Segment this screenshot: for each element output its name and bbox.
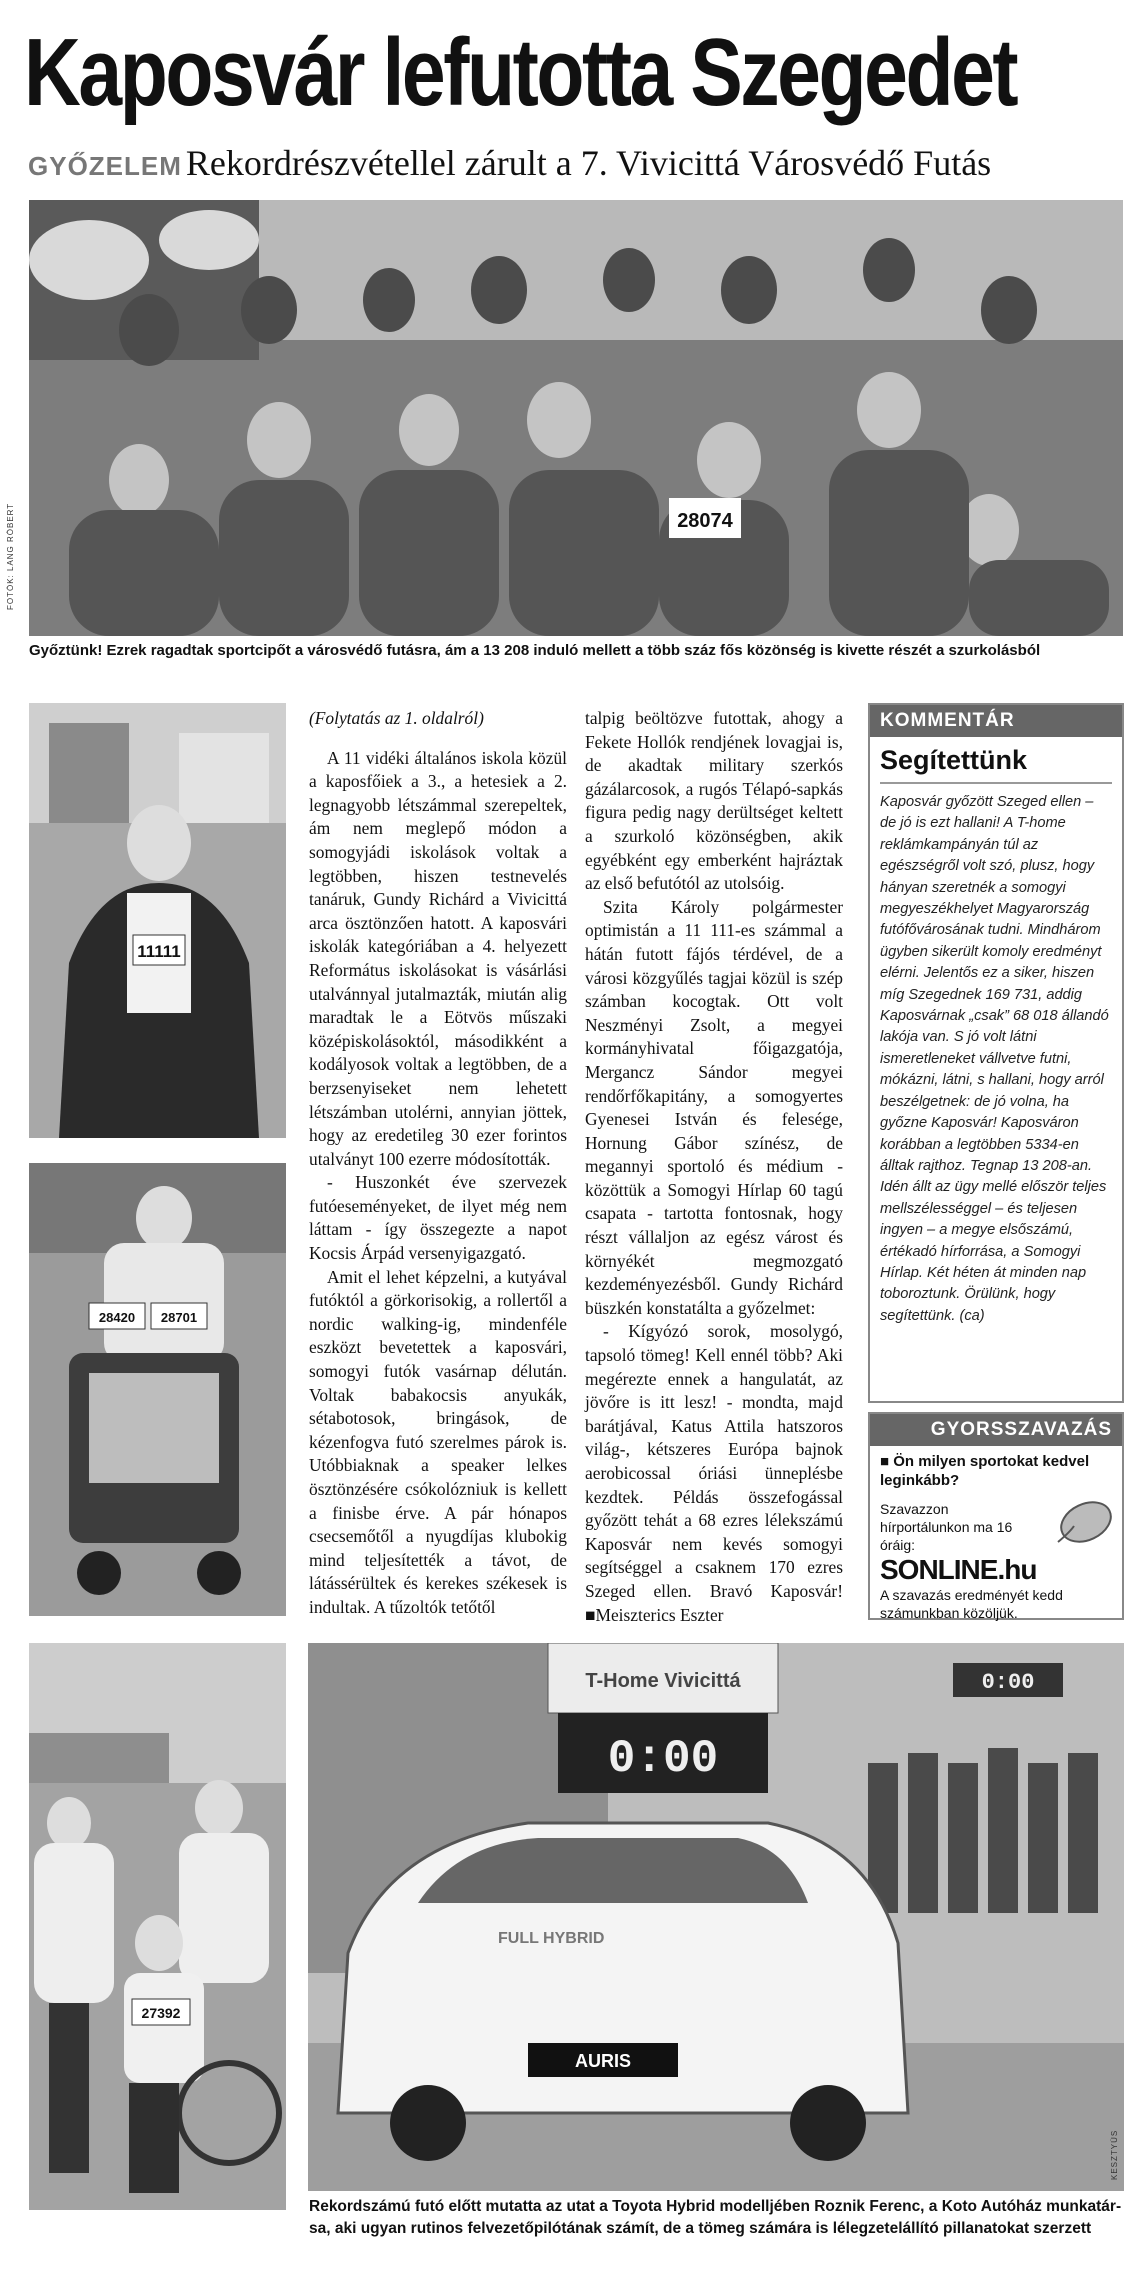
bottom-photo-pace-car [308,1643,1124,2191]
article-paragraph: - Huszonkét éve szervezek futóeseményeket, de ilyet még nem láttam - így összegezte a napot Kocsis Árpád versenyigazgató. [309,1172,567,1264]
article-paragraph: - Kígyózó sorok, mosolygó, tapsoló tömeg! Kell ennél több? Aki megérezte ennek a hangulatát, az jövőre is itt lesz! - mondta, majd barátjával, Katus Attila hatszoros világ-, kétszeres Európa bajnok aerobicossal óriási ünneplésbe kezdtek. Példás összefogással győzött tehát a 68 ezres lélekszámú Kaposvár nem kevés somogyi segítséggel a csaknem 170 ezres Szeged ellen. Bravó Kaposvár! ■Meiszterics Eszter [585,1321,843,1625]
mayor-bib-number: 11111 [137,942,181,961]
race-clock: 0:00 [607,1733,719,1785]
caption-line: sa, aki ugyan rutinos felvezetőpilótának számít, de a tömeg számára is lélegzetelállító pillanatokat szerzett [309,2220,1092,2237]
car-badge: FULL HYBRID [498,1930,605,1947]
article-paragraph: A 11 vidéki általános iskola közül a kaposfőiek a 3., a hetesiek a 2. legnagyobb létszámmal szerepeltek, ám nem meglepő módon a somogyjádi iskolások voltak a legtöbben, hiszen testnevelés tanáruk, Gundy Richárd a Vivicittá arca ösztönzően hatott. A kaposvári iskolák kategóriában a 4. helyezett Református iskolásokat is vásárlási utalvánnyal jutalmazták, miután alig maradtak le a Eötvös műszaki középiskolásoktól, másodikként a kodályosok voltak a legtöbben, de a berzsenyiseket nem lehetett létszámban utolérni, annyian jöttek, hogy az eredetileg 30 ezer forintos utalványt 100 ezerre módosították. [309,747,567,1169]
left-photo-wheelchair [29,1643,286,2210]
mouse-icon [1050,1492,1116,1548]
article-paragraph: Szita Károly polgármester optimistán a 11 111-es számmal a hátán futott fájós térdével, de a városi közgyűlés tagjai közül is szép számban kocogtak. Ott volt Neszményi Zsolt, a megyei kormányhivatal főigazgatója, Mergancz Sándor megyei rendőrfőkapitány, a somogyertes Gyenesei István és felesége, Hornung Gábor színész, de megannyi sportoló és médium - közöttük a Somogyi Hírlap 60 tagú csapata - tartotta fontosnak, hogy részt vállaljon az egész várost és környékét megmozgató kezdeményezésből. Gundy Richárd büszkén konstatálta a győzelmet: [585,896,843,1318]
vote-question-text: Ön milyen sportokat kedvel leginkább? [880,1453,1090,1489]
wheelchair-bib-number: 27392 [141,2005,181,2021]
article-paragraph: Amit el lehet képzelni, a kutyával futóktól a görkorisokig, a rollertől a nordic walking-ig, mindenféle eszközt bevetettek a kaposvári, somogyi futók vasárnap délután. Voltak babakocsis anyukák, sétabotosok, bringások, de kézenfogva futó szerelmes párok is. Utóbbiaknak a speaker lelkes ösztönzésére csókolózniuk is kellett a finisbe érve. A pár hónapos csecsemőtől a nyugdíjas klubokig mind teljesítették a távot, de látássérültek és kerekes székesek is indultak. A tűzoltók tetőtől [309,1266,567,1617]
stroller-bib-1: 28420 [98,1310,136,1325]
top-photo-caption: Győztünk! Ezrek ragadtak sportcipőt a városvédő futásra, ám a 13 208 induló mellett a több száz fős közönség is kivette részét a szurkolásból [29,642,1041,659]
car-plate: AURIS [574,2051,632,2071]
headline: Kaposvár lefutotta Szegedet [24,19,1017,126]
bottom-photo-credit: KESZTYŰS [1110,2129,1119,2180]
kommentar-label: KOMMENTÁR [870,705,1122,737]
vote-line2: A szavazás eredményét kedd számunkban közöljük. [880,1587,1063,1621]
sonline-link[interactable]: SONLINE.hu [880,1554,1037,1585]
vote-line1: Szavazzon hírportálunkon ma 16 óráig: [880,1501,1013,1553]
divider [880,782,1112,784]
banner-text: T-Home Vivicittá [585,1670,741,1692]
top-bib-number: 28074 [677,510,733,532]
kicker: GYŐZELEM [28,151,182,181]
continued-note: (Folytatás az 1. oldalról) [309,708,484,728]
race-clock-small: 0:00 [981,1670,1035,1695]
article-paragraph: talpig beöltözve futottak, ahogy a Fekete Hollók rendjének lovagjai is, de akadtak military szerkós gázálarcosok, a rugós Télapó-sapkás figura pedig nagy derültséget keltett a szurkoló közönségben, akik egyébként egy emberként hajráztak az első befutótól az utolsóig. [585,708,843,894]
gyorsszavazas-label: GYORSSZAVAZÁS [870,1414,1122,1446]
article-column-2 [585,707,843,1627]
kommentar-title: Segítettünk [880,745,1028,775]
subheadline: Rekordrészvétellel zárult a 7. Vivicittá Városvédő Futás [185,143,992,183]
bottom-photo-caption [309,2196,1124,2240]
left-photo-mayor [29,703,286,1138]
left-photo-stroller [29,1163,286,1616]
vote-question: ■ Ön milyen sportokat kedvel leginkább? [880,1453,1090,1489]
article-column-1 [309,707,567,1620]
gyorsszavazas-box [868,1412,1124,1620]
stroller-bib-2: 28701 [160,1310,198,1325]
kommentar-box [868,703,1124,1403]
kommentar-body: Kaposvár győzött Szeged ellen – de jó is ezt hallani! A T-home reklámkampányán túl az egészségről volt szó, plusz, hogy hányan szeretnék a somogyi megyeszékhelyet Magyarország futófővárosának tudni. Mindhárom ügyben sikerült komoly eredményt elérni. Jelentős ez a siker, hiszen míg Szegednek 169 731, addig Kaposvárnak „csak” 68 018 állandó lakója van. S jó volt látni ismeretleneket vállvetve futni, mókázni, látni, s hallani, hogy arról beszélgetnek: de jó volna, ha győzne Kaposvár! Kaposváron korábban a legtöbben 5334-en álltak rajthoz. Tegnap 13 208-an. Idén állt az ügy mellé először teljes mellszélességgel – és teljesen ingyen – a megye elsőszámú, értékadó hírforrása, a Somogyi Hírlap. Két héten át minden nap toboroztunk. Örülünk, hogy segítettünk. (ca) [880,794,1109,1324]
photo-credit: FOTÓK: LANG RÓBERT [6,502,15,610]
top-photo-crowd [29,200,1123,636]
caption-line: Rekordszámú futó előtt mutatta az utat a Toyota Hybrid modelljében Roznik Ferenc, a Koto Autóház munkatár- [309,2198,1122,2215]
subheadline-row [28,142,1118,186]
